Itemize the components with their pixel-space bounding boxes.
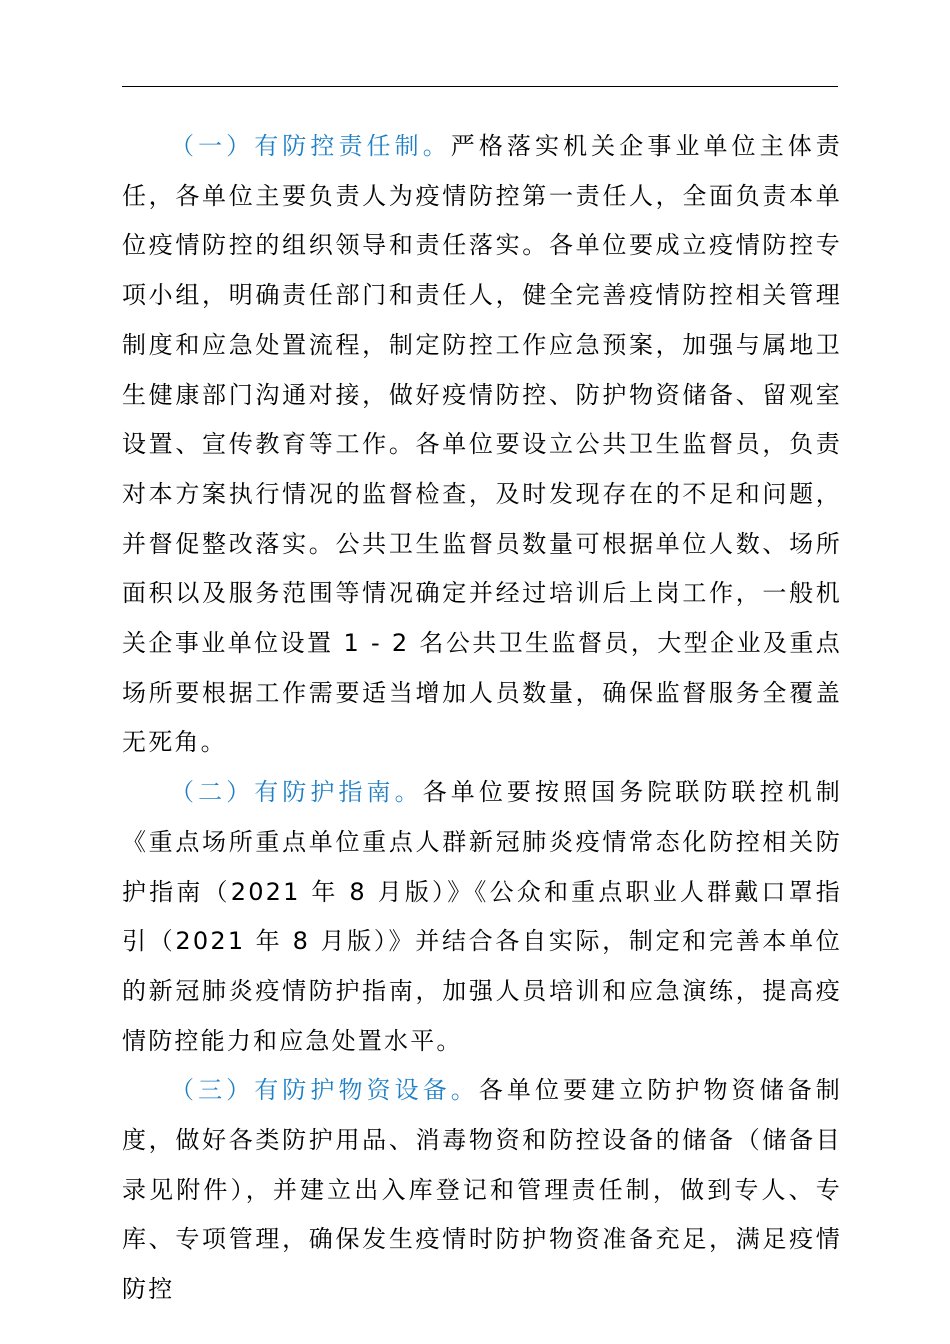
section-2-body: 各单位要按照国务院联防联控机制《重点场所重点单位重点人群新冠肺炎疫情常态化防控相关防护指南（2021 年 8 月版）》《公众和重点职业人群戴口罩指引（2021 年 8 月版）》并结合各自实际，制定和完善本单位的新冠肺炎疫情防护指南，加强人员培训和应急演练，提高疫情防控能力和应急处置水平。 [122, 778, 842, 1055]
section-3-body: 各单位要建立防护物资储备制度，做好各类防护用品、消毒物资和防控设备的储备（储备目录见附件），并建立出入库登记和管理责任制，做到专人、专库、专项管理，确保发生疫情时防护物资准备充足，满足疫情防控 [122, 1076, 842, 1304]
section-1-body: 严格落实机关企事业单位主体责任，各单位主要负责人为疫情防控第一责任人，全面负责本单位疫情防控的组织领导和责任落实。各单位要成立疫情防控专项小组，明确责任部门和责任人，健全完善疫情防控相关管理制度和应急处置流程，制定防控工作应急预案，加强与属地卫生健康部门沟通对接，做好疫情防控、防护物资储备、留观室设置、宣传教育等工作。各单位要设立公共卫生监督员，负责对本方案执行情况的监督检查，及时发现存在的不足和问题，并督促整改落实。公共卫生监督员数量可根据单位人数、场所面积以及服务范围等情况确定并经过培训后上岗工作，一般机关企事业单位设置 1 - 2 名公共卫生监督员，大型企业及重点场所要根据工作需要适当增加人员数量，确保监督服务全覆盖无死角。 [122, 132, 842, 757]
section-3-heading: （三）有防护物资设备。 [170, 1076, 479, 1105]
header-rule [122, 86, 838, 87]
section-2-heading: （二）有防护指南。 [170, 778, 423, 807]
section-3-paragraph [122, 1066, 842, 1315]
document-body [122, 122, 842, 1315]
section-1-paragraph [122, 122, 842, 768]
section-2-paragraph [122, 768, 842, 1066]
section-1-heading: （一）有防控责任制。 [170, 132, 451, 160]
